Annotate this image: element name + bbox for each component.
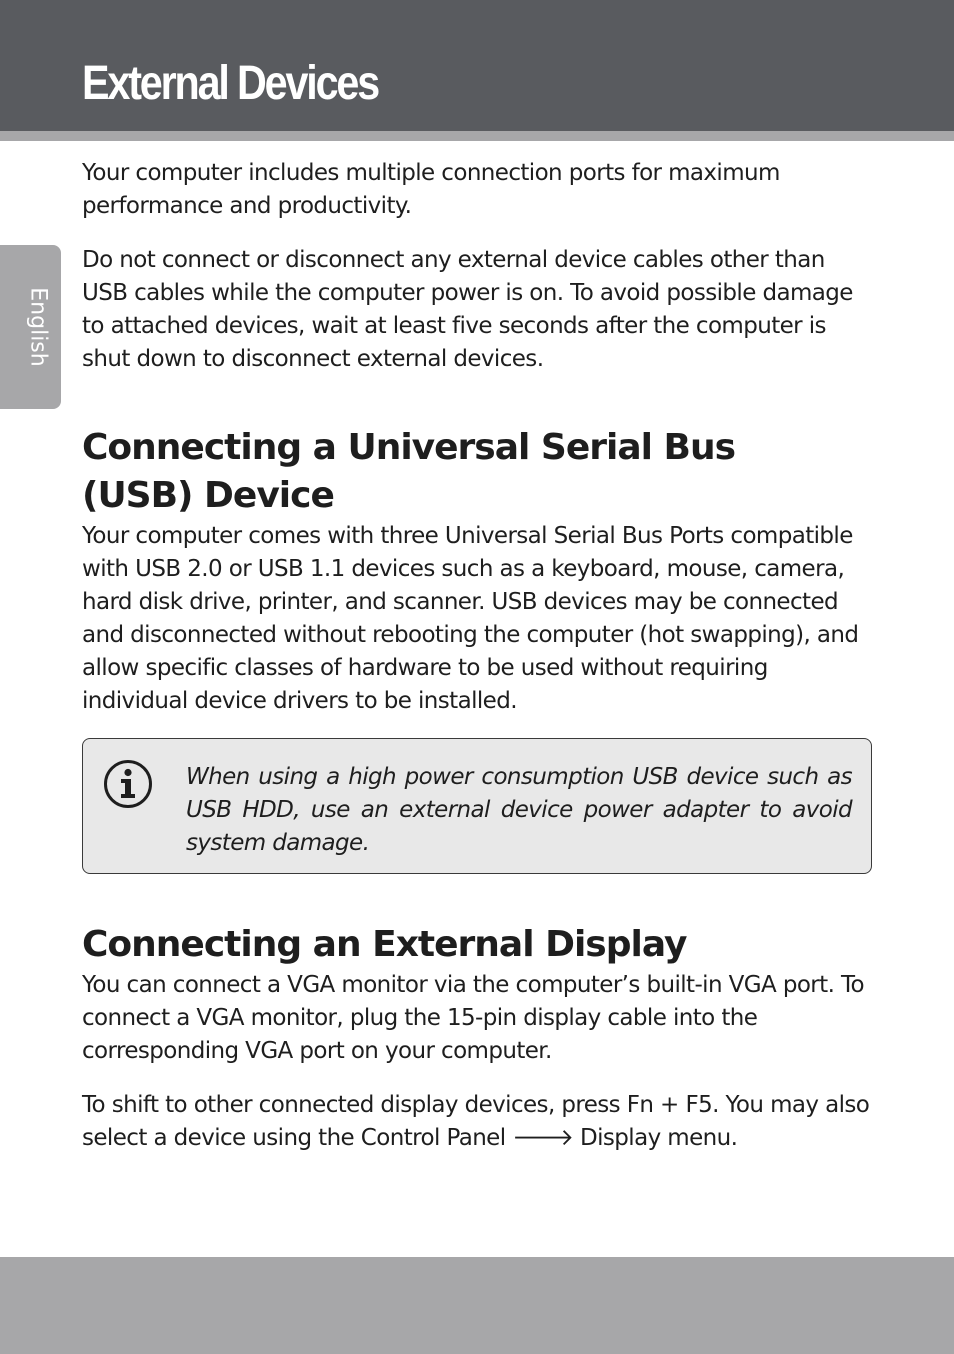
- page-header: [0, 0, 954, 131]
- usb-section-heading: Connecting a Universal Serial Bus (USB) Device: [82, 427, 736, 516]
- intro-paragraph-2: Do not connect or disconnect any external device cables other than USB cables while the computer power is on. To avoid possible damage to attached devices, wait at least five seconds after the computer is shut down to disconnect external devices.: [82, 247, 853, 372]
- header-stripe: [0, 131, 954, 141]
- page-title: External Devices: [82, 57, 379, 110]
- language-tab-label: English: [25, 287, 51, 367]
- intro-paragraph-1: Your computer includes multiple connection ports for maximum performance and productivity.: [82, 160, 780, 219]
- display-paragraph-2: To shift to other connected display devices, press Fn + F5. You may also select a device using the Control Panel 🡒 Display menu.: [82, 1092, 870, 1151]
- display-paragraph-1: You can connect a VGA monitor via the computer’s built-in VGA port. To connect a VGA monitor, plug the 15-pin display cable into the corresponding VGA port on your computer.: [82, 972, 865, 1064]
- display-section-heading: Connecting an External Display: [82, 924, 687, 965]
- note-box: [82, 738, 872, 874]
- page-footer: [0, 1257, 954, 1354]
- info-icon: [103, 759, 153, 809]
- page-content: [82, 157, 874, 1155]
- usb-section-body: Your computer comes with three Universal Serial Bus Ports compatible with USB 2.0 or USB 1.1 devices such as a keyboard, mouse, camera, hard disk drive, printer, and scanner. USB devices may be connected and disconnected without rebooting the computer (hot swapping), and allow specific classes of hardware to be used without requiring individual device drivers to be installed.: [82, 523, 859, 714]
- note-text: When using a high power consumption USB device such as USB HDD, use an external device power adapter to avoid system damage.: [186, 764, 852, 856]
